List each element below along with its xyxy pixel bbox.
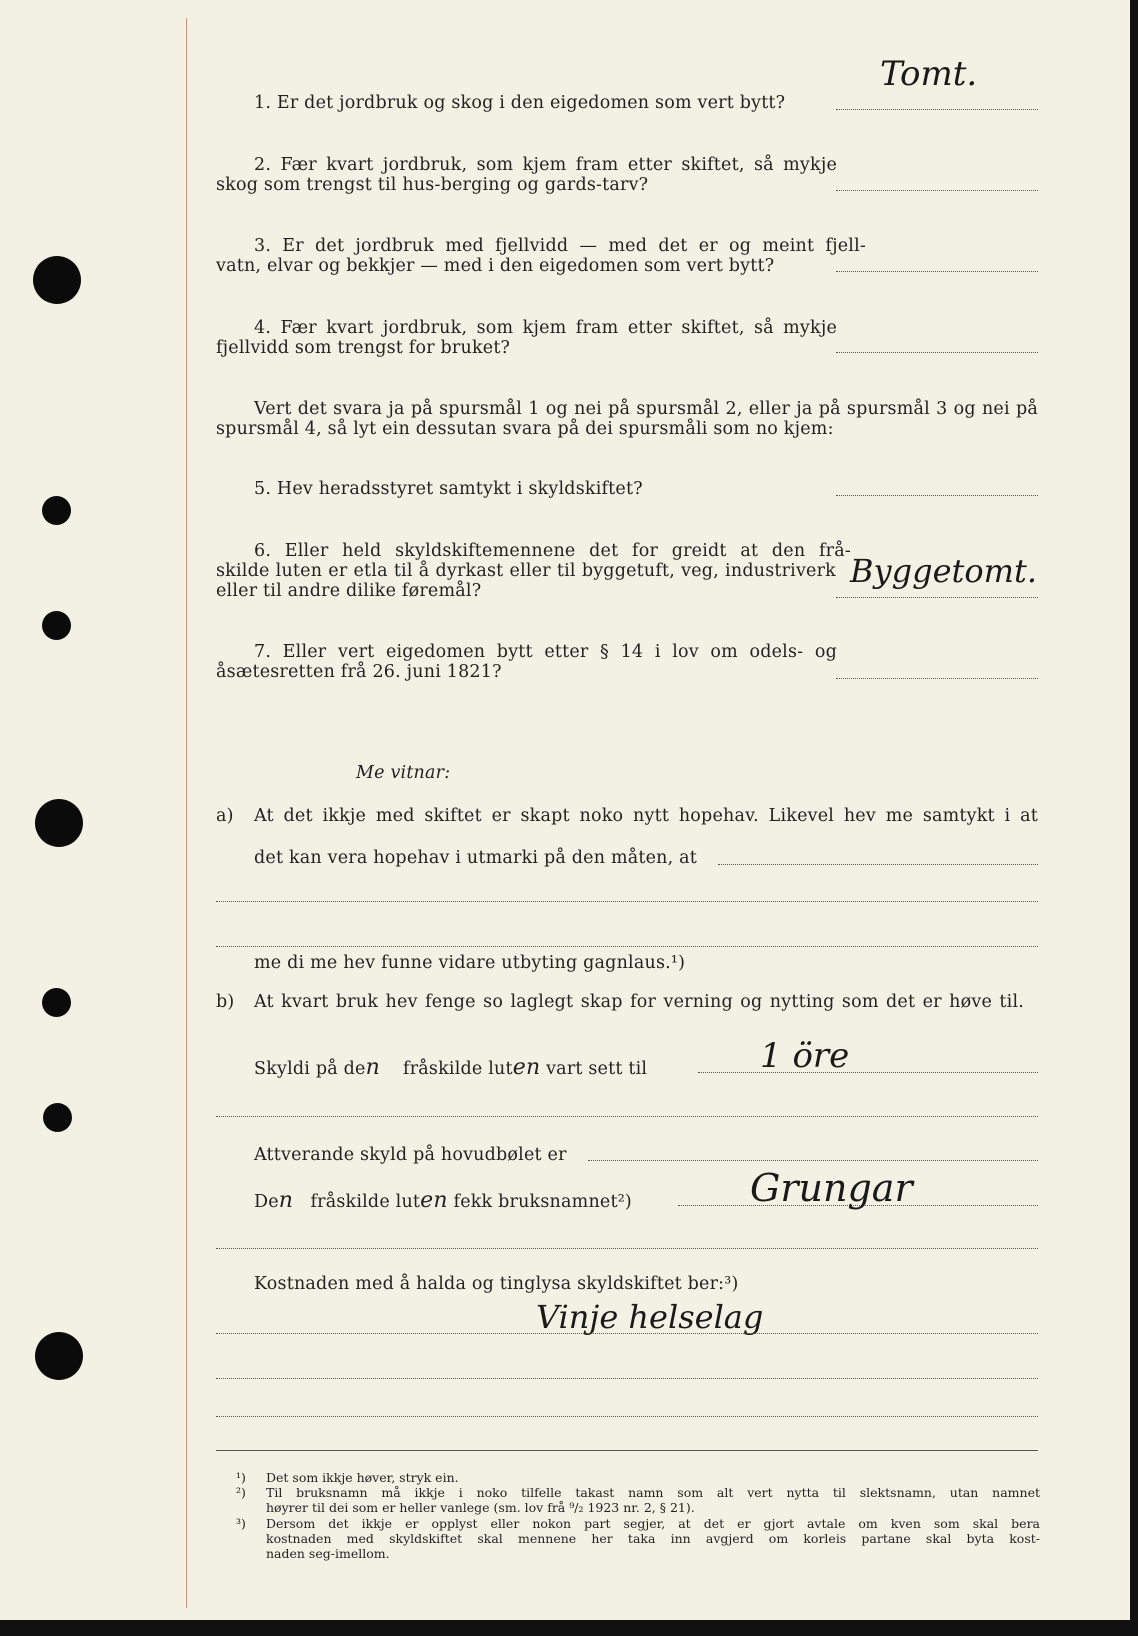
intro-line-2: spursmål 4, så lyt ein dessutan svara på dei spursmåli som no kjem: (216, 419, 834, 439)
footnote-3-line-3: naden seg-imellom. (266, 1546, 390, 1561)
punch-hole (35, 799, 83, 847)
margin-rule (186, 18, 187, 1608)
footnote-1-mark: ¹) (236, 1470, 246, 1485)
skyldi-suffix-en: en (512, 1055, 541, 1080)
footnote-separator (216, 1450, 1038, 1451)
witness-b-line-1: At kvart bruk hev fenge so laglegt skap for verning og nytting som det er høve til. (254, 992, 1024, 1012)
skyldi-handwriting: 1 öre (760, 1036, 850, 1076)
punch-hole (42, 988, 71, 1017)
question-4-line-1: 4. Fær kvart jordbruk, som kjem fram etter skiftet, så mykje (254, 318, 837, 338)
answer-line-6 (836, 597, 1038, 598)
den-text-1: De (254, 1192, 279, 1212)
witness-a-label: a) (216, 806, 234, 826)
question-3-line-2: vatn, elvar og bekkjer — med i den eigedomen som vert bytt? (216, 256, 775, 276)
footnote-2-mark: ²) (236, 1485, 246, 1500)
den-text-3: fekk bruksnamnet²) (453, 1192, 632, 1212)
punch-hole (42, 611, 71, 640)
question-3-line-1: 3. Er det jordbruk med fjellvidd — med det er og meint fjell- (254, 236, 866, 256)
kostnad-dots-3 (216, 1416, 1038, 1417)
witness-a-line-3: me di me hev funne vidare utbyting gagnlaus.¹) (254, 953, 686, 973)
answer-1-handwriting: Tomt. (880, 54, 978, 94)
kostnad-label: Kostnaden med å halda og tinglysa skyldskiftet ber:³) (254, 1274, 739, 1294)
question-6-line-1: 6. Eller held skyldskiftemennene det for greidt at den frå- (254, 541, 851, 561)
answer-6-handwriting: Byggetomt. (850, 552, 1037, 590)
skyldi-label (254, 1057, 647, 1080)
question-4-line-2: fjellvidd som trengst for bruket? (216, 338, 511, 358)
scan-edge-bottom (0, 1620, 1138, 1636)
footnote-1-line-1: Det som ikkje høver, stryk ein. (266, 1470, 459, 1485)
skyldi-dots-2 (216, 1116, 1038, 1117)
den-suffix-en: en (420, 1188, 448, 1213)
attverande-dots (588, 1160, 1038, 1161)
question-7-line-2: åsætesretten frå 26. juni 1821? (216, 662, 502, 682)
den-suffix-n: n (278, 1188, 294, 1213)
answer-line-4 (836, 352, 1038, 353)
answer-line-1 (836, 109, 1038, 110)
kostnad-handwriting: Vinje helselag (536, 1298, 764, 1336)
witness-a-dots-3 (216, 946, 1038, 947)
question-5: 5. Hev heradsstyret samtykt i skyldskiftet? (254, 479, 643, 499)
answer-line-7 (836, 678, 1038, 679)
skyldi-dots (698, 1072, 1038, 1073)
kostnad-dots-2 (216, 1378, 1038, 1379)
answer-line-3 (836, 271, 1038, 272)
question-6-line-2: skilde luten er etla til å dyrkast eller til byggetuft, veg, industriverk (216, 561, 836, 581)
scan-edge-right (1130, 0, 1138, 1636)
footnote-3-mark: ³) (236, 1516, 246, 1531)
witness-b-label: b) (216, 992, 235, 1012)
footnote-3-line-1: Dersom det ikkje er opplyst eller nokon part segjer, at det er gjort avtale om kven som skal bera (266, 1516, 1040, 1531)
footnote-2-line-1: Til bruksnamn må ikkje i noko tilfelle takast namn som alt vert nytta til slektsnamn, utan namnet (266, 1485, 1040, 1500)
answer-line-5 (836, 495, 1038, 496)
question-1: 1. Er det jordbruk og skog i den eigedomen som vert bytt? (254, 93, 786, 113)
footnote-3-line-2: kostnaden med skyldskiftet skal mennene her taka inn avgjerd om korleis partane skal byta kost- (266, 1531, 1040, 1546)
attverande-label: Attverande skyld på hovudbølet er (254, 1145, 567, 1165)
bruksnamn-handwriting: Grungar (750, 1166, 913, 1210)
punch-hole (33, 256, 81, 304)
witness-heading: Me vitnar: (356, 763, 451, 783)
punch-hole (42, 496, 71, 525)
bruksnamn-label (254, 1190, 632, 1213)
witness-a-dots-2 (216, 901, 1038, 902)
skyldi-text-3: vart sett til (546, 1059, 648, 1079)
skyldi-text-1: Skyldi på de (254, 1059, 366, 1079)
punch-hole (43, 1103, 72, 1132)
answer-line-2 (836, 190, 1038, 191)
skyldi-suffix-n: n (365, 1055, 380, 1080)
question-7-line-1: 7. Eller vert eigedomen bytt etter § 14 i lov om odels- og (254, 642, 837, 662)
punch-hole (35, 1332, 83, 1380)
den-text-2: fråskilde lut (310, 1192, 421, 1212)
question-6-line-3: eller til andre dilike føremål? (216, 581, 482, 601)
skyldi-text-2: fråskilde lut (403, 1059, 513, 1079)
question-2-line-2: skog som trengst til hus-berging og gards-tarv? (216, 175, 649, 195)
witness-a-line-1: At det ikkje med skiftet er skapt noko nytt hopehav. Likevel hev me samtykt i at (254, 806, 1038, 826)
kostnad-dots-1 (216, 1333, 1038, 1334)
question-2-line-1: 2. Fær kvart jordbruk, som kjem fram etter skiftet, så mykje (254, 155, 837, 175)
witness-a-line-2: det kan vera hopehav i utmarki på den måten, at (254, 848, 698, 868)
footnote-2-line-2: høyrer til dei som er heller vanlege (sm. lov frå ⁹/₂ 1923 nr. 2, § 21). (266, 1500, 695, 1515)
bruksnamn-dots-2 (216, 1248, 1038, 1249)
intro-line-1: Vert det svara ja på spursmål 1 og nei på spursmål 2, eller ja på spursmål 3 og nei på (254, 399, 1038, 419)
witness-a-dots-1 (718, 864, 1038, 865)
